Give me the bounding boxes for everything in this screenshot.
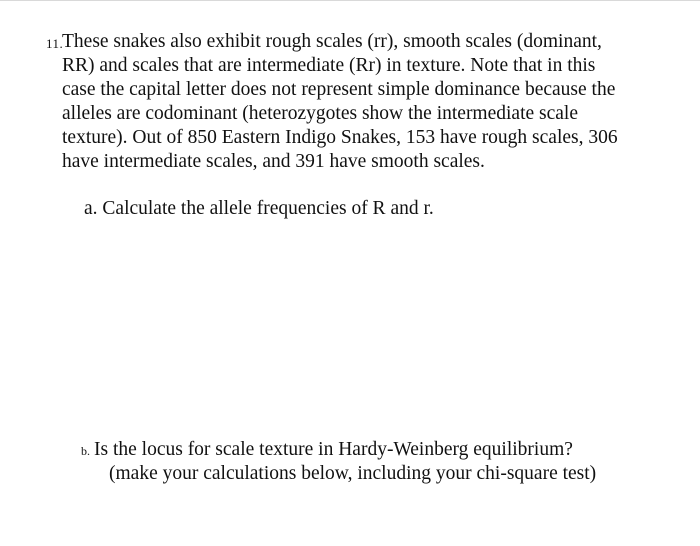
- part-a-prompt: a. Calculate the allele frequencies of R and r.: [84, 198, 434, 219]
- question-line: have intermediate scales, and 391 have smooth scales.: [62, 151, 485, 172]
- part-b-question: Is the locus for scale texture in Hardy-Weinberg equilibrium?: [94, 439, 573, 460]
- question-line: alleles are codominant (heterozygotes show the intermediate scale: [62, 103, 578, 124]
- question-line: RR) and scales that are intermediate (Rr) in texture. Note that in this: [62, 55, 596, 76]
- top-divider: [0, 0, 700, 1]
- question-text: [62, 30, 672, 174]
- part-b-marker: b.: [81, 444, 90, 458]
- question-number: 11.: [46, 36, 64, 51]
- question-line: texture). Out of 850 Eastern Indigo Snakes, 153 have rough scales, 306: [62, 127, 618, 148]
- question-line: These snakes also exhibit rough scales (rr), smooth scales (dominant,: [62, 31, 602, 52]
- part-b-instructions: (make your calculations below, including your chi-square test): [109, 463, 597, 484]
- question-line: case the capital letter does not represent simple dominance because the: [62, 79, 616, 100]
